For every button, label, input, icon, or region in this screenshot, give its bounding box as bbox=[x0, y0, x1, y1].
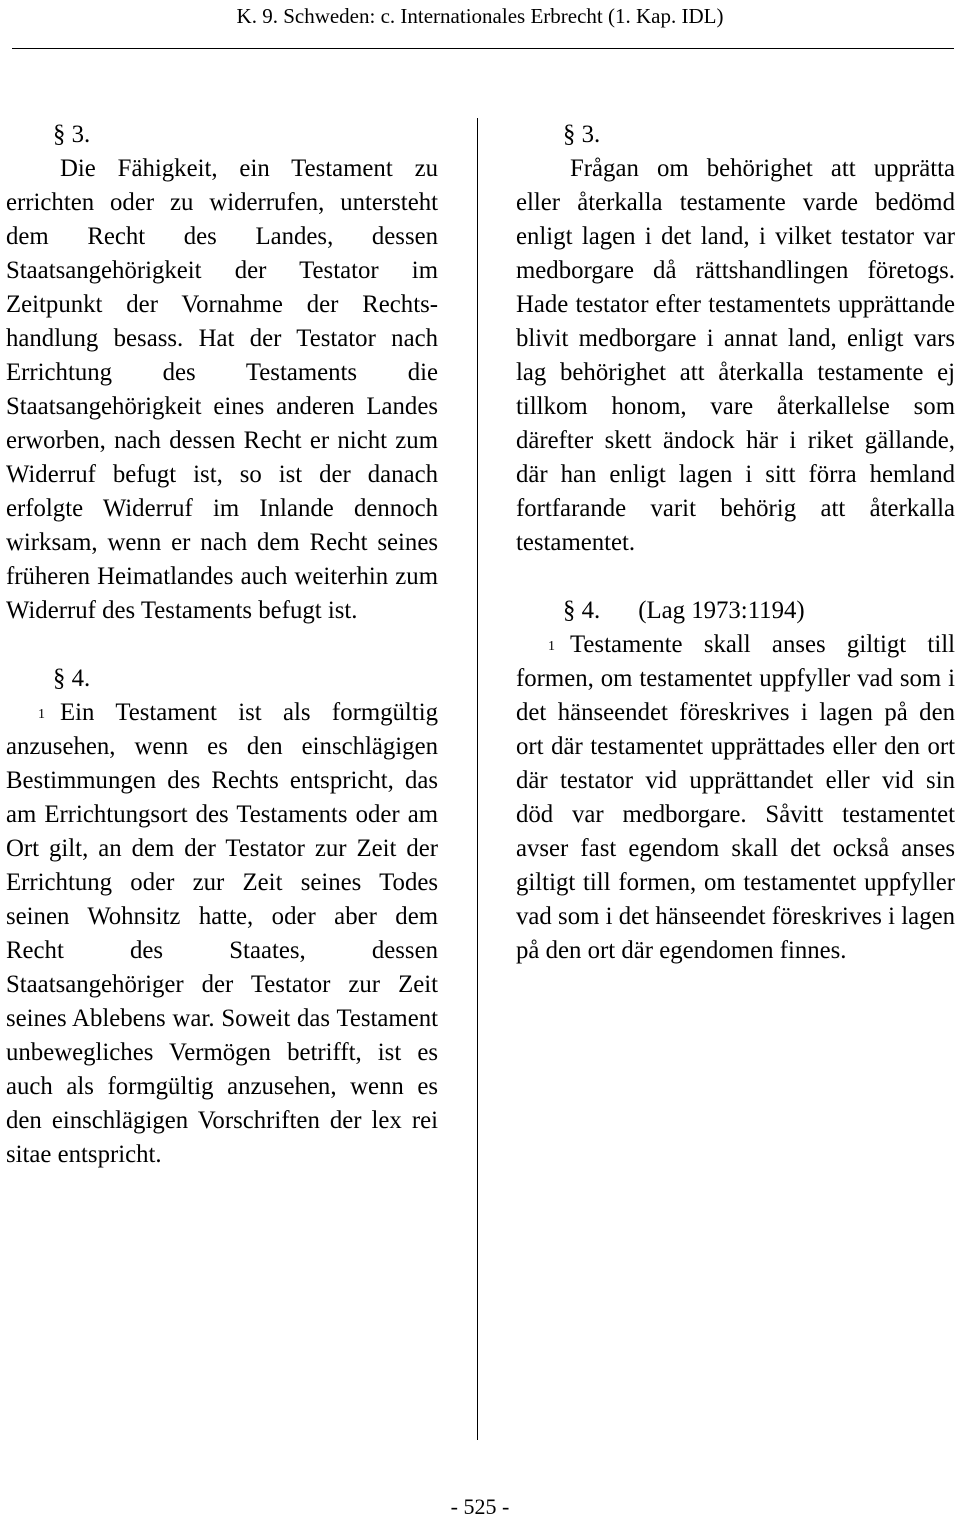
swedish-section-4-heading bbox=[516, 594, 955, 628]
german-column bbox=[6, 118, 438, 1172]
page-number: - 525 - bbox=[450, 1494, 510, 1519]
swedish-section-4 bbox=[516, 594, 955, 968]
german-section-4 bbox=[6, 662, 438, 1172]
german-section-3-text: Die Fähigkeit, ein Testament zu errichten oder zu widerrufen, untersteht dem Recht des Landes, dessen Staatsangehörigkeit der Testator im Zeitpunkt der Vornahme der Rechtshandlung besass. Hat der Testator nach Errichtung des Testaments die Staatsangehörigkeit eines anderen Landes erworben, nach dessen Recht er nicht zum Widerruf befugt ist, so ist der danach erfolgte Widerruf im Inlande dennoch wirksam, wenn er nach dem Recht seines früheren Heimatlandes auch weiterhin zum Widerruf des Testaments befugt ist. bbox=[6, 155, 438, 624]
german-section-3-heading bbox=[6, 118, 438, 152]
german-section-4-paragraph bbox=[6, 696, 438, 1172]
german-section-4-text: Ein Testament ist als formgültig anzusehen, wenn es den einschlägigen Bestimmungen des Rechts entspricht, das am Errichtungsort des Testaments oder am Ort gilt, an dem der Testator zur Zeit der Errichtung oder zur Zeit seines Todes seinen Wohnsitz hatte, oder aber dem Recht des Staates, dessen Staatsangehöriger der Testator zur Zeit seines Ablebens war. Soweit das Testament unbewegliches Vermögen betrifft, ist es auch als formgültig anzusehen, wenn es den einschlägigen Vorschriften der lex rei sitae entspricht. bbox=[6, 699, 438, 1168]
german-section-4-heading bbox=[6, 662, 438, 696]
law-reference: (Lag 1973:1194) bbox=[638, 597, 805, 624]
swedish-column bbox=[516, 118, 955, 968]
swedish-section-3-heading bbox=[516, 118, 955, 152]
section-number: § 3. bbox=[53, 121, 91, 148]
section-number: § 4. bbox=[53, 665, 91, 692]
header-rule bbox=[12, 48, 954, 49]
running-header: K. 9. Schweden: c. Internationales Erbrecht (1. Kap. IDL) bbox=[236, 4, 724, 28]
paragraph-mark: 1 bbox=[548, 639, 555, 654]
swedish-section-4-paragraph bbox=[516, 628, 955, 968]
german-section-3 bbox=[6, 118, 438, 628]
swedish-section-4-text: Testamente skall anses giltigt till formen, om testamentet uppfyller vad som i det hänseendet föreskrives i lagen på den ort där testamentet upprättades eller den ort där testator vid upprättandet eller vid sin död var medborgare. Såvitt testamentet avser fast egendom skall det också anses giltigt till formen, om testamentet uppfyller vad som i det hänseendet föreskrives i lagen på den ort där egendomen finnes. bbox=[516, 631, 955, 964]
swedish-section-3 bbox=[516, 118, 955, 560]
column-divider bbox=[477, 118, 478, 1440]
section-number: § 3. bbox=[563, 121, 601, 148]
paragraph-mark: 1 bbox=[38, 707, 45, 722]
section-number: § 4. bbox=[563, 597, 601, 624]
swedish-section-3-text: Frågan om behörighet att upprätta eller återkalla testamente varde bedömd enligt lagen i det land, i vilket testator var medborgare då rättshandlingen företogs. Hade testator efter testamentets upprättande blivit medborgare i annat land, enligt vars lag behörighet att återkalla testamente ej tillkom honom, vare återkallelse som därefter skett ändock här i riket gällande, där han enligt lagen i sitt förra hemland fortfarande varit behörig att återkalla testamentet. bbox=[516, 155, 955, 556]
